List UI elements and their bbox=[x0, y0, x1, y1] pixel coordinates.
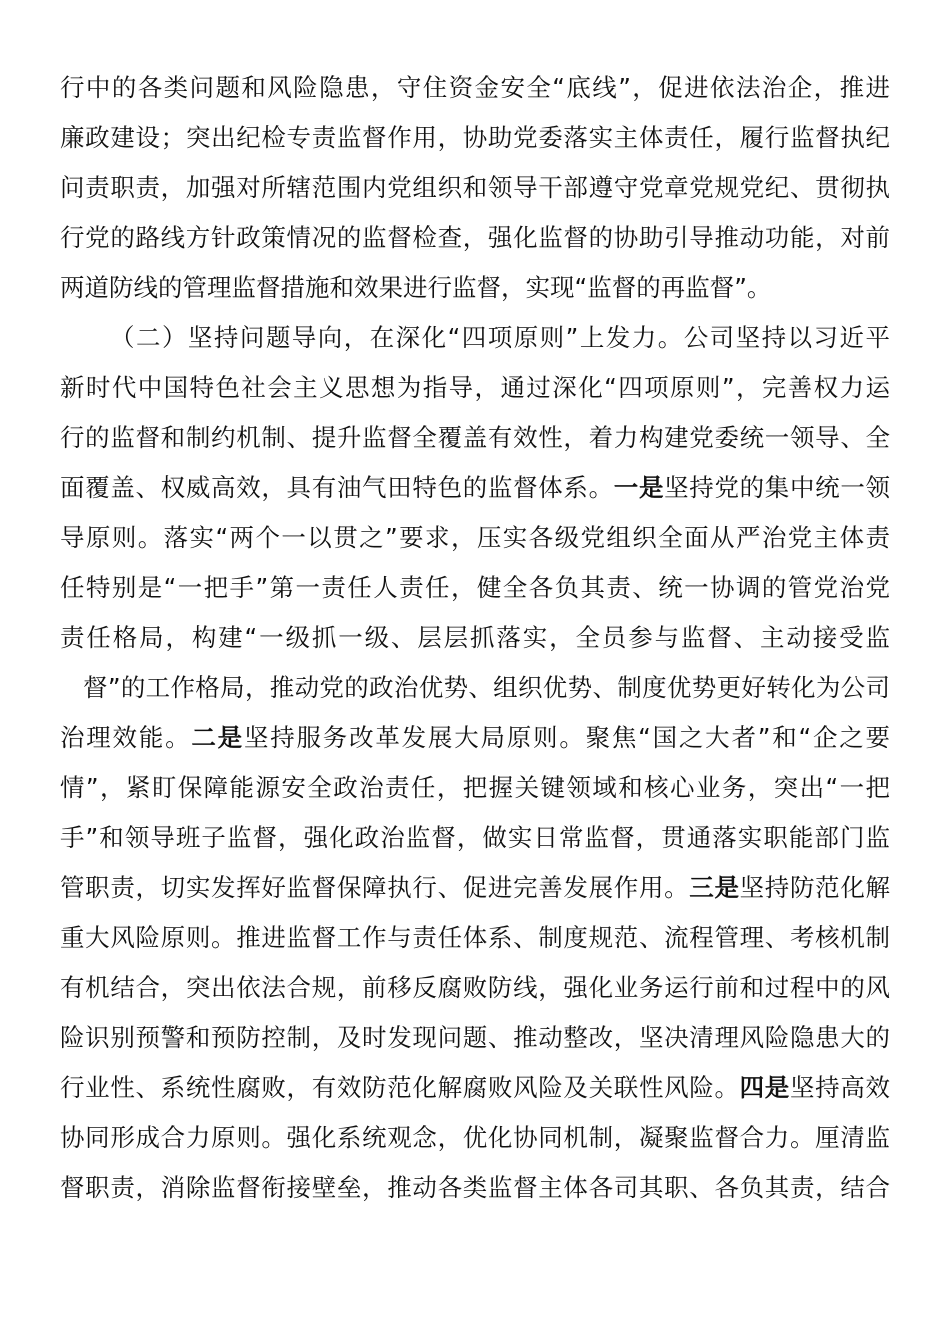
paragraph-line: 新时代中国特色社会主义思想为指导，通过深化“四项原则”，完善权力运 bbox=[60, 373, 890, 402]
section-heading-line: （二）坚持问题导向，在深化“四项原则”上发力。公司坚持以习近平 bbox=[110, 323, 890, 352]
paragraph-line: 导原则。落实“两个一以贯之”要求，压实各级党组织全面从严治党主体责 bbox=[60, 523, 890, 552]
paragraph-line: 责任格局，构建“一级抓一级、层层抓落实，全员参与监督、主动接受监 bbox=[60, 623, 890, 652]
bold-point-marker: 四是 bbox=[739, 1073, 790, 1102]
line-text: 坚持服务改革发展大局原则。聚焦“国之大者”和“企之要 bbox=[243, 723, 891, 752]
paragraph-line: 行中的各类问题和风险隐患，守住资金安全“底线”，促进依法治企，推进 bbox=[60, 73, 890, 102]
bold-point-marker: 一是 bbox=[613, 473, 665, 502]
paragraph-line: 督”的工作格局，推动党的政治优势、组织优势、制度优势更好转化为公司 bbox=[83, 673, 890, 702]
paragraph-line: 廉政建设；突出纪检专责监督作用，协助党委落实主体责任，履行监督执纪 bbox=[60, 123, 890, 152]
paragraph-line: 两道防线的管理监督措施和效果进行监督，实现“监督的再监督”。 bbox=[60, 273, 772, 302]
paragraph-line bbox=[60, 713, 890, 763]
line-text: 治理效能。 bbox=[60, 723, 192, 752]
line-text: 坚持党的集中统一领 bbox=[664, 473, 890, 502]
paragraph-line bbox=[60, 863, 890, 913]
paragraph-line: 协同形成合力原则。强化系统观念，优化协同机制，凝聚监督合力。厘清监 bbox=[60, 1123, 890, 1152]
line-text: 管职责，切实发挥好监督保障执行、促进完善发展作用。 bbox=[60, 873, 690, 902]
paragraph-line bbox=[60, 1063, 890, 1113]
paragraph-line: 督职责，消除监督衔接壁垒，推动各类监督主体各司其职、各负其责，结合 bbox=[60, 1173, 890, 1202]
bold-point-marker: 三是 bbox=[689, 873, 740, 902]
paragraph-line: 情”，紧盯保障能源安全政治责任，把握关键领域和核心业务，突出“一把 bbox=[60, 773, 890, 802]
paragraph-line: 问责职责，加强对所辖范围内党组织和领导干部遵守党章党规党纪、贯彻执 bbox=[60, 173, 890, 202]
paragraph-line: 险识别预警和预防控制，及时发现问题、推动整改，坚决清理风险隐患大的 bbox=[60, 1023, 890, 1052]
paragraph-line: 重大风险原则。推进监督工作与责任体系、制度规范、流程管理、考核机制 bbox=[60, 923, 890, 952]
paragraph-line: 任特别是“一把手”第一责任人责任，健全各负其责、统一协调的管党治党 bbox=[60, 573, 890, 602]
paragraph-line: 行党的路线方针政策情况的监督检查，强化监督的协助引导推动功能，对前 bbox=[60, 223, 890, 252]
paragraph-line: 行的监督和制约机制、提升监督全覆盖有效性，着力构建党委统一领导、全 bbox=[60, 423, 890, 452]
line-text: 坚持防范化解 bbox=[739, 873, 890, 902]
paragraph-line: 有机结合，突出依法合规，前移反腐败防线，强化业务运行前和过程中的风 bbox=[60, 973, 890, 1002]
line-text: 面覆盖、权威高效，具有油气田特色的监督体系。 bbox=[60, 473, 614, 502]
line-text: 坚持高效 bbox=[789, 1073, 890, 1102]
paragraph-line: 手”和领导班子监督，强化政治监督，做实日常监督，贯通落实职能部门监 bbox=[60, 823, 890, 852]
line-text: 行业性、系统性腐败，有效防范化解腐败风险及关联性风险。 bbox=[60, 1073, 740, 1102]
bold-point-marker: 二是 bbox=[191, 723, 244, 752]
paragraph-line bbox=[60, 463, 890, 513]
